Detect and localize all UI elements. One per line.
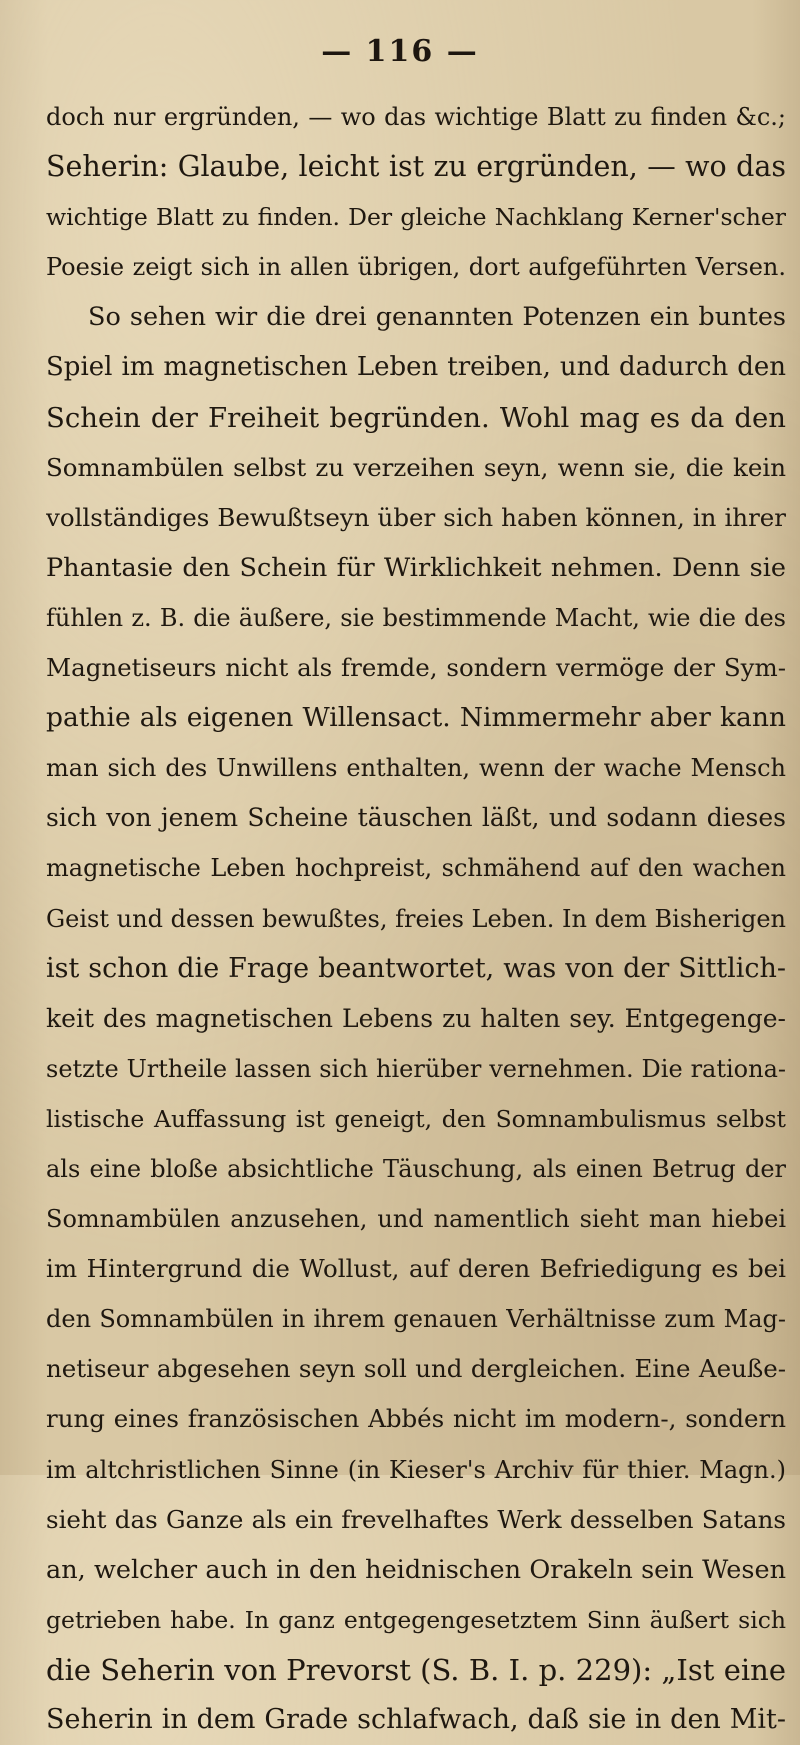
text-line: Somnambülen selbst zu verzeihen seyn, wenn sie, die kein — [46, 452, 786, 482]
text-line: Geist und dessen bewußtes, freies Leben. In dem Bisherigen — [46, 904, 786, 933]
text-line: fühlen z. B. die äußere, sie bestimmende Macht, wie die des — [46, 603, 786, 632]
text-line: im Hintergrund die Wollust, auf deren Befriedigung es bei — [46, 1254, 786, 1284]
text-line: Seherin in dem Grade schlafwach, daß sie in den Mit- — [46, 1704, 786, 1735]
text-line: im altchristlichen Sinne (in Kieser's Archiv für thier. Magn.) — [46, 1455, 786, 1484]
text-line: Schein der Freiheit begründen. Wohl mag es da den — [46, 401, 786, 434]
text-line: doch nur ergründen, — wo das wichtige Blatt zu finden &c.; — [46, 103, 786, 131]
text-line: So sehen wir die drei genannten Potenzen ein buntes — [88, 302, 786, 333]
text-line: getrieben habe. In ganz entgegengesetztem Sinn äußert sich — [46, 1605, 786, 1634]
text-line: die Seherin von Prevorst (S. B. I. p. 229): „Ist eine — [46, 1652, 786, 1687]
text-line: netiseur abgesehen seyn soll und dergleichen. Eine Aeuße- — [46, 1354, 786, 1384]
text-line: Phantasie den Schein für Wirklichkeit nehmen. Denn sie — [46, 552, 786, 583]
text-line: keit des magnetischen Lebens zu halten sey. Entgegenge- — [46, 1003, 786, 1033]
text-line: Somnambülen anzusehen, und namentlich sieht man hiebei — [46, 1205, 786, 1234]
text-line: Seherin: Glaube, leicht ist zu ergründen, — wo das — [46, 150, 786, 184]
text-line: Poesie zeigt sich in allen übrigen, dort aufgeführten Versen. — [46, 253, 786, 282]
page-number: — 116 — — [321, 34, 479, 69]
text-line: den Somnambülen in ihrem genauen Verhältnisse zum Mag- — [46, 1305, 786, 1334]
text-line: als eine bloße absichtliche Täuschung, als einen Betrug der — [46, 1154, 786, 1183]
text-line: Spiel im magnetischen Leben treiben, und dadurch den — [46, 352, 786, 383]
text-line: an, welcher auch in den heidnischen Orakeln sein Wesen — [46, 1554, 786, 1585]
text-line: sich von jenem Scheine täuschen läßt, und sodann dieses — [46, 803, 786, 833]
text-line: setzte Urtheile lassen sich hierüber vernehmen. Die rationa- — [46, 1054, 786, 1083]
text-line: listische Auffassung ist geneigt, den Somnambulismus selbst — [46, 1104, 786, 1133]
text-line: ist schon die Frage beantwortet, was von der Sittlich- — [46, 952, 786, 984]
text-line: Magnetiseurs nicht als fremde, sondern vermöge der Sym- — [46, 653, 786, 683]
text-line: wichtige Blatt zu finden. Der gleiche Nachklang Kerner'scher — [46, 203, 786, 232]
text-line: man sich des Unwillens enthalten, wenn der wache Mensch — [46, 754, 786, 783]
text-line: pathie als eigenen Willensact. Nimmermehr aber kann — [46, 702, 786, 734]
text-line: magnetische Leben hochpreist, schmähend auf den wachen — [46, 854, 786, 883]
body-text — [46, 92, 786, 1745]
text-line: sieht das Ganze als ein frevelhaftes Werk desselben Satans — [46, 1504, 786, 1534]
text-line: rung eines französischen Abbés nicht im modern-, sondern — [46, 1404, 786, 1434]
text-line: vollständiges Bewußtseyn über sich haben können, in ihrer — [46, 502, 786, 532]
